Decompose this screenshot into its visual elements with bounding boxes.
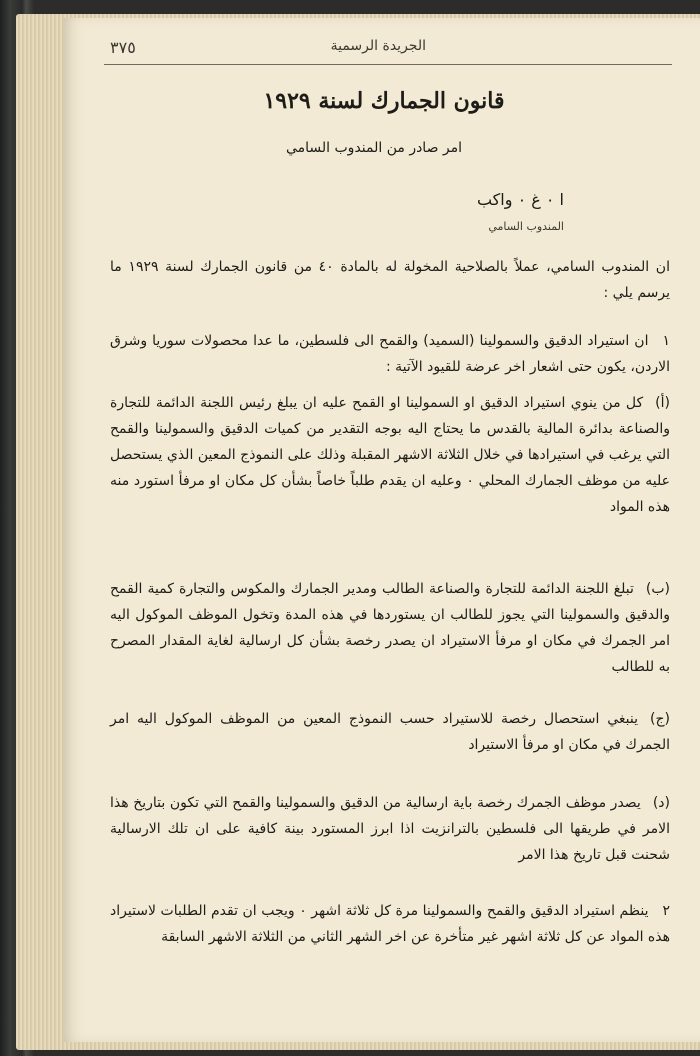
gazette-page [64, 18, 700, 1042]
order-subtitle: امر صادر من المندوب السامي [285, 140, 463, 156]
clause-1-text: ان استيراد الدقيق والسمولينا (السميد) والقمح الى فلسطين، ما عدا محصولات سوريا وشرق الاردن، يكون حتى اشعار اخر عرضة للقيود الآتية : [110, 333, 670, 375]
clause-d-text: يصدر موظف الجمرك رخصة باية ارسالية من الدقيق والسمولينا والقمح التي تكون بتاريخ هذا الامر في طريقها الى فلسطين بالترانزيت اذا ابرز المستورد بينة كافية على ان تلك الارسالية شحنت قبل تاريخ هذا الامر [110, 795, 670, 863]
intro-paragraph: ان المندوب السامي، عملاً بالصلاحية المخولة له بالمادة ٤٠ من قانون الجمارك لسنة ١٩٢٩ ما يرسم يلي : [110, 259, 670, 301]
signer-name: ا ٠ غ ٠ واكب [476, 190, 564, 209]
clause-a [110, 390, 670, 520]
clause-d-marker: (د) [652, 795, 670, 811]
clause-a-text: كل من ينوي استيراد الدقيق او السمولينا او القمح عليه ان يبلغ رئيس اللجنة الدائمة للتجارة والصناعة بدائرة المالية بالقدس ما يحتاج اليه بوجه التقدير من كميات الدقيق والسمولينا والقمح التي يرغب في استيرادها في خلال الثلاثة الاشهر المقبلة وذلك على النموذج المعين الذي يستحصل عليه من موظف الجمارك المحلي ٠ وعليه ان يقدم طلباً خاصاً بشأن كل مكان او مرفأ استورد منه هذه المواد [110, 395, 671, 515]
clause-1 [110, 328, 670, 380]
law-title: قانون الجمارك لسنة ١٩٢٩ [263, 88, 505, 114]
page-number: ٣٧٥ [110, 38, 136, 57]
clause-c-marker: (ج) [650, 711, 670, 727]
clause-b-text: تبلغ اللجنة الدائمة للتجارة والصناعة الطالب ومدير الجمارك والمكوس والتجارة كمية القمح والدقيق والسمولينا التي يجوز للطالب ان يستوردها في هذه المدة وتخول الموظف الموكول اليه امر الجمرك في مكان او مرفأ الاستيراد ان يصدر رخصة بشأن كل ارسالية لغاية المقدار المصرح به للطالب [110, 581, 670, 675]
clause-c-text: ينبغي استحصال رخصة للاستيراد حسب النموذج المعين من الموظف الموكول اليه امر الجمرك في مكان او مرفأ الاستيراد [110, 711, 670, 753]
clause-2-number: ٢ [662, 903, 670, 919]
clause-b [110, 576, 670, 680]
clause-d [110, 790, 670, 868]
clause-1-number: ١ [662, 333, 670, 349]
clause-b-marker: (ب) [645, 581, 670, 597]
clause-c [110, 706, 670, 758]
running-header-title: الجريدة الرسمية [330, 38, 426, 54]
clause-2-text: ينظم استيراد الدقيق والقمح والسمولينا مرة كل ثلاثة اشهر ٠ ويجب ان تقدم الطلبات لاستيراد هذه المواد عن كل ثلاثة اشهر غير متأخرة عن اخر الشهر الثاني من الثلاثة الاشهر السابقة [110, 903, 670, 945]
clause-a-marker: (أ) [655, 395, 670, 411]
header-rule [104, 64, 672, 65]
clause-2 [110, 898, 670, 950]
signer-title: المندوب السامي [488, 220, 564, 233]
